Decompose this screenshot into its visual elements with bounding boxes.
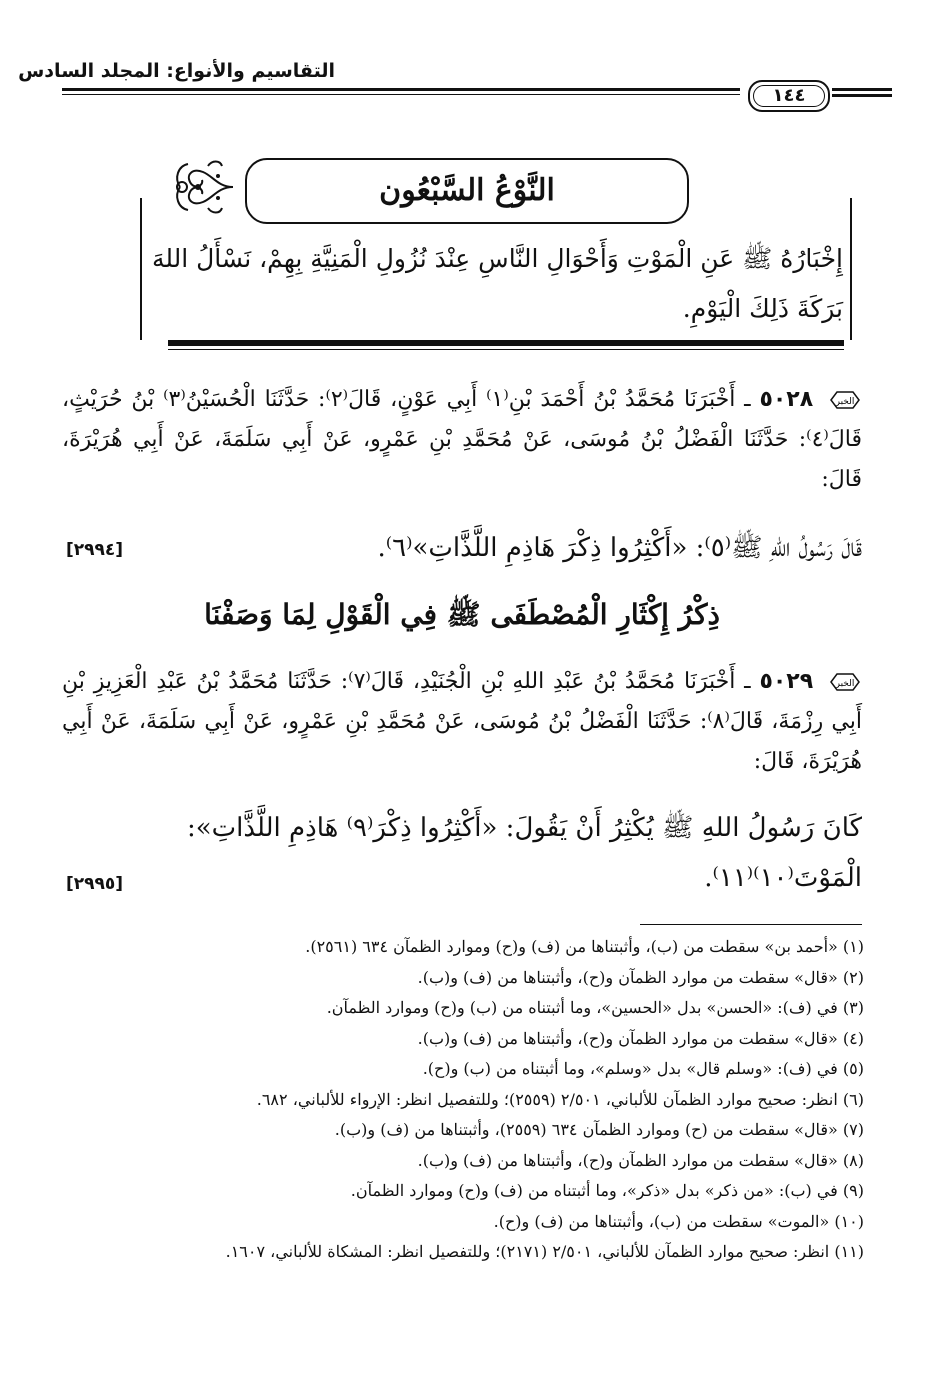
hadith-isnad: [62, 380, 862, 500]
header-rule: [832, 88, 892, 91]
chapter-description: إِخْبَارُهُ ﷺ عَنِ الْمَوْتِ وَأَحْوَالِ النَّاسِ عِنْدَ نُزُولِ الْمَنِيَّةِ بِهِمْ، نَسْأَلُ اللهَ بَرَكَةَ ذَلِكَ الْيَوْمِ.: [151, 244, 843, 323]
footnote: (٥) في (ف): «وسلم قال» بدل «وسلم»، وما أثبتناه من (ب) و(ح).: [422, 1059, 864, 1078]
page-number: ١٤٤: [748, 80, 830, 112]
hadith-badge-icon: [828, 389, 862, 411]
svg-text:الخبر: الخبر: [835, 397, 855, 407]
footnote: (٤) «قال» سقطت من موارد الظمآن و(ح)، وأثبتناها من (ف) و(ب).: [417, 1028, 864, 1048]
footnote: (١) «أحمد بن» سقطت من (ب)، وأثبتناها من (ف) و(ح) وموارد الظمآن ٦٣٤ (٢٥٦١).: [305, 937, 864, 956]
footnote-rule: [640, 924, 862, 925]
hadith-matn: الْمَوْتَ⁽١٠⁾⁽١١⁾.: [704, 863, 862, 893]
hadith-number: ٥٠٢٨: [759, 387, 814, 412]
footnote: (١٠) «الموت» سقطت من (ب)، وأثبتناها من (ف) و(ح).: [493, 1211, 864, 1231]
section-rule: [168, 349, 844, 350]
footnote: (٧) «قال» سقطت من (ح) وموارد الظمآن ٦٣٤ (٢٥٥٩)، وأثبتناها من (ف) و(ب).: [334, 1120, 864, 1139]
hadith-badge-icon: [828, 671, 862, 693]
footnote: (٩) في (ب): «من ذكر» بدل «ذكر»، وما أثبتناه من (ف) و(ح) وموارد الظمآن.: [350, 1181, 864, 1200]
hadith-reference: [٢٩٩٤]: [66, 540, 124, 560]
footnote: (٨) «قال» سقطت من موارد الظمآن و(ح)، وأثبتناها من (ف) و(ب).: [417, 1150, 864, 1170]
hadith-isnad-text: ـ أَخْبَرَنَا مُحَمَّدُ بْنُ عَبْدِ اللهِ بْنِ الْجُنَيْدِ، قَالَ⁽٧⁾: حَدَّثَنَا مُحَمَّدُ بْنُ عَبْدِ الْعَزِيزِ بْنِ أَبِي رِزْمَةَ، قَالَ⁽٨⁾: حَدَّثَنَا الْفَضْلُ بْنُ مُوسَى، عَنْ مُحَمَّدِ بْنِ عَمْرٍو، عَنْ أَبِي سَلَمَةَ، عَنْ أَبِي هُرَيْرَةَ، قَالَ:: [62, 669, 863, 774]
footnote: (١١) انظر: صحيح موارد الظمآن للألباني، ٢/٥٠١ (٢١٧١)؛ وللتفصيل انظر: المشكاة للألباني، ١٦٠٧.: [225, 1242, 864, 1261]
running-title: التقاسيم والأنواع: المجلد السادس: [18, 60, 335, 82]
footnotes: [82, 932, 864, 1268]
footnote: (٢) «قال» سقطت من موارد الظمآن و(ح)، وأثبتناها من (ف) و(ب).: [417, 967, 864, 987]
header-rule: [62, 94, 740, 95]
hadith-reference: [٢٩٩٥]: [66, 874, 124, 894]
header-rule: [832, 94, 892, 97]
hadith-matn: قَالَ رَسُولُ اللهِ ﷺ⁽٥⁾: «أَكْثِرُوا ذِكْرَ هَاذِمِ اللَّذَّاتِ»⁽٦⁾.: [377, 533, 862, 563]
hadith-isnad-text: ـ أَخْبَرَنَا مُحَمَّدُ بْنُ أَحْمَدَ بْنِ⁽١⁾ أَبِي عَوْنٍ، قَالَ⁽٢⁾: حَدَّثَنَا الْحُسَيْنُ⁽٣⁾ بْنُ حُرَيْثٍ، قَالَ⁽٤⁾: حَدَّثَنَا الْفَضْلُ بْنُ مُوسَى، عَنْ مُحَمَّدِ بْنِ عَمْرٍو، عَنْ أَبِي سَلَمَةَ، عَنْ أَبِي هُرَيْرَةَ، قَالَ:: [62, 387, 862, 492]
sub-heading: ذِكْرُ إِكْثَارِ الْمُصْطَفَى ﷺ فِي الْقَوْلِ لِمَا وَصَفْنَا: [204, 598, 720, 631]
header-rule: [62, 88, 740, 91]
chapter-title: النَّوْعُ السَّبْعُون: [245, 158, 689, 224]
footnote: (٣) في (ف): «الحسن» بدل «الحسين»، وما أثبتناه من (ب) و(ح) وموارد الظمآن.: [326, 998, 864, 1017]
section-rule: [168, 340, 844, 346]
floral-ornament-icon: [168, 156, 238, 218]
hadith-isnad: [62, 662, 862, 782]
hadith-matn: كَانَ رَسُولُ اللهِ ﷺ يُكْثِرُ أَنْ يَقُولَ: «أَكْثِرُوا ذِكْرَ⁽٩⁾ هَاذِمِ اللَّذَّاتِ»:: [187, 813, 862, 843]
footnote: (٦) انظر: صحيح موارد الظمآن للألباني، ٢/٥٠١ (٢٥٥٩)؛ وللتفصيل انظر: الإرواء للألباني، ٦٨٢.: [256, 1089, 864, 1109]
hadith-number: ٥٠٢٩: [759, 669, 814, 694]
svg-text:الخبر: الخبر: [835, 679, 855, 689]
